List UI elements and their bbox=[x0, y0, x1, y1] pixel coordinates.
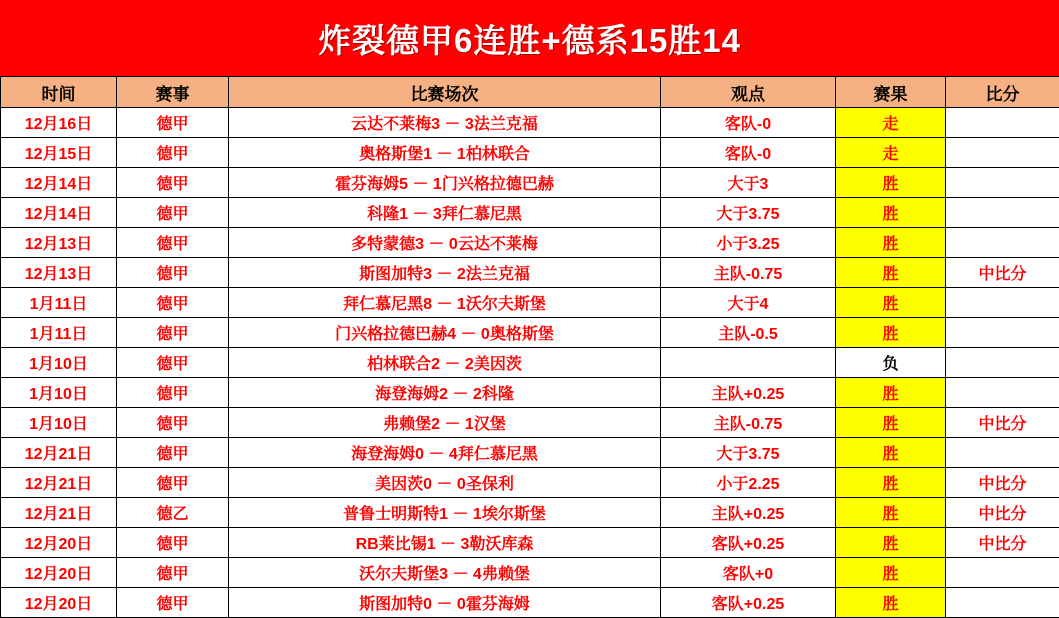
cell-time: 12月13日 bbox=[1, 228, 117, 258]
cell-result: 胜 bbox=[836, 468, 946, 498]
cell-result: 胜 bbox=[836, 258, 946, 288]
cell-score bbox=[946, 438, 1059, 468]
table-row bbox=[1, 258, 1059, 288]
cell-match: 斯图加特0 － 0霍芬海姆 bbox=[229, 588, 661, 618]
table-row bbox=[1, 558, 1059, 588]
cell-match: RB莱比锡1 － 3勒沃库森 bbox=[229, 528, 661, 558]
cell-score bbox=[946, 108, 1059, 138]
cell-time: 12月16日 bbox=[1, 108, 117, 138]
cell-league: 德甲 bbox=[117, 258, 229, 288]
cell-view: 大于3 bbox=[661, 168, 836, 198]
cell-time: 1月10日 bbox=[1, 348, 117, 378]
table-row bbox=[1, 288, 1059, 318]
cell-view: 客队-0 bbox=[661, 138, 836, 168]
cell-result: 胜 bbox=[836, 408, 946, 438]
table-row bbox=[1, 588, 1059, 618]
table-header-row bbox=[1, 77, 1059, 108]
cell-view: 主队-0.75 bbox=[661, 258, 836, 288]
cell-time: 12月21日 bbox=[1, 468, 117, 498]
cell-view: 主队+0.25 bbox=[661, 498, 836, 528]
cell-league: 德甲 bbox=[117, 288, 229, 318]
table-row bbox=[1, 138, 1059, 168]
cell-league: 德甲 bbox=[117, 138, 229, 168]
cell-league: 德甲 bbox=[117, 588, 229, 618]
cell-time: 12月20日 bbox=[1, 558, 117, 588]
table-row bbox=[1, 498, 1059, 528]
cell-league: 德甲 bbox=[117, 318, 229, 348]
cell-score bbox=[946, 558, 1059, 588]
cell-result: 胜 bbox=[836, 288, 946, 318]
cell-score bbox=[946, 588, 1059, 618]
cell-score bbox=[946, 198, 1059, 228]
cell-result: 胜 bbox=[836, 588, 946, 618]
cell-view: 大于4 bbox=[661, 288, 836, 318]
cell-time: 12月20日 bbox=[1, 588, 117, 618]
cell-time: 12月14日 bbox=[1, 198, 117, 228]
page-title: 炸裂德甲6连胜+德系15胜14 bbox=[318, 15, 741, 62]
cell-view: 小于2.25 bbox=[661, 468, 836, 498]
cell-score: 中比分 bbox=[946, 468, 1059, 498]
cell-score bbox=[946, 288, 1059, 318]
cell-result: 胜 bbox=[836, 528, 946, 558]
cell-view bbox=[661, 348, 836, 378]
cell-view: 大于3.75 bbox=[661, 438, 836, 468]
cell-match: 海登海姆2 － 2科隆 bbox=[229, 378, 661, 408]
cell-match: 美因茨0 － 0圣保利 bbox=[229, 468, 661, 498]
cell-match: 门兴格拉德巴赫4 － 0奥格斯堡 bbox=[229, 318, 661, 348]
cell-view: 小于3.25 bbox=[661, 228, 836, 258]
cell-league: 德甲 bbox=[117, 528, 229, 558]
cell-view: 大于3.75 bbox=[661, 198, 836, 228]
cell-score: 中比分 bbox=[946, 528, 1059, 558]
cell-view: 客队+0.25 bbox=[661, 528, 836, 558]
cell-time: 1月10日 bbox=[1, 408, 117, 438]
cell-view: 主队-0.75 bbox=[661, 408, 836, 438]
cell-match: 普鲁士明斯特1 － 1埃尔斯堡 bbox=[229, 498, 661, 528]
cell-score bbox=[946, 228, 1059, 258]
cell-score bbox=[946, 138, 1059, 168]
column-header-time: 时间 bbox=[1, 77, 117, 108]
cell-league: 德甲 bbox=[117, 348, 229, 378]
cell-result: 胜 bbox=[836, 438, 946, 468]
cell-result: 胜 bbox=[836, 198, 946, 228]
cell-time: 12月13日 bbox=[1, 258, 117, 288]
cell-result: 胜 bbox=[836, 558, 946, 588]
cell-result: 胜 bbox=[836, 378, 946, 408]
cell-match: 科隆1 － 3拜仁慕尼黑 bbox=[229, 198, 661, 228]
cell-match: 拜仁慕尼黑8 － 1沃尔夫斯堡 bbox=[229, 288, 661, 318]
cell-match: 弗赖堡2 － 1汉堡 bbox=[229, 408, 661, 438]
cell-score bbox=[946, 348, 1059, 378]
table-row bbox=[1, 168, 1059, 198]
cell-view: 客队+0.25 bbox=[661, 588, 836, 618]
column-header-view: 观点 bbox=[661, 77, 836, 108]
table-row bbox=[1, 108, 1059, 138]
cell-league: 德甲 bbox=[117, 108, 229, 138]
table-row bbox=[1, 468, 1059, 498]
cell-league: 德甲 bbox=[117, 408, 229, 438]
column-header-match: 比赛场次 bbox=[229, 77, 661, 108]
cell-score bbox=[946, 318, 1059, 348]
cell-time: 1月11日 bbox=[1, 288, 117, 318]
cell-match: 云达不莱梅3 － 3法兰克福 bbox=[229, 108, 661, 138]
cell-score: 中比分 bbox=[946, 498, 1059, 528]
table-row bbox=[1, 228, 1059, 258]
cell-league: 德甲 bbox=[117, 438, 229, 468]
cell-time: 12月14日 bbox=[1, 168, 117, 198]
cell-time: 12月15日 bbox=[1, 138, 117, 168]
cell-match: 沃尔夫斯堡3 － 4弗赖堡 bbox=[229, 558, 661, 588]
column-header-result: 赛果 bbox=[836, 77, 946, 108]
cell-result: 走 bbox=[836, 138, 946, 168]
column-header-score: 比分 bbox=[946, 77, 1059, 108]
cell-league: 德甲 bbox=[117, 558, 229, 588]
cell-match: 海登海姆0 － 4拜仁慕尼黑 bbox=[229, 438, 661, 468]
cell-time: 12月21日 bbox=[1, 438, 117, 468]
column-header-league: 赛事 bbox=[117, 77, 229, 108]
cell-time: 12月21日 bbox=[1, 498, 117, 528]
cell-result: 胜 bbox=[836, 168, 946, 198]
table-row bbox=[1, 318, 1059, 348]
cell-time: 1月11日 bbox=[1, 318, 117, 348]
cell-view: 客队-0 bbox=[661, 108, 836, 138]
cell-score: 中比分 bbox=[946, 258, 1059, 288]
table-row bbox=[1, 408, 1059, 438]
cell-match: 霍芬海姆5 － 1门兴格拉德巴赫 bbox=[229, 168, 661, 198]
cell-time: 1月10日 bbox=[1, 378, 117, 408]
cell-league: 德乙 bbox=[117, 498, 229, 528]
cell-result: 走 bbox=[836, 108, 946, 138]
cell-league: 德甲 bbox=[117, 198, 229, 228]
cell-result: 胜 bbox=[836, 228, 946, 258]
cell-view: 主队+0.25 bbox=[661, 378, 836, 408]
table-row bbox=[1, 438, 1059, 468]
table-row bbox=[1, 198, 1059, 228]
cell-view: 主队-0.5 bbox=[661, 318, 836, 348]
table-row bbox=[1, 528, 1059, 558]
cell-score: 中比分 bbox=[946, 408, 1059, 438]
cell-match: 多特蒙德3 － 0云达不莱梅 bbox=[229, 228, 661, 258]
cell-result: 负 bbox=[836, 348, 946, 378]
cell-result: 胜 bbox=[836, 498, 946, 528]
cell-league: 德甲 bbox=[117, 378, 229, 408]
cell-view: 客队+0 bbox=[661, 558, 836, 588]
cell-league: 德甲 bbox=[117, 228, 229, 258]
cell-match: 柏林联合2 － 2美因茨 bbox=[229, 348, 661, 378]
results-table bbox=[0, 76, 1059, 618]
cell-score bbox=[946, 378, 1059, 408]
cell-match: 奥格斯堡1 － 1柏林联合 bbox=[229, 138, 661, 168]
cell-league: 德甲 bbox=[117, 468, 229, 498]
cell-score bbox=[946, 168, 1059, 198]
table-row bbox=[1, 378, 1059, 408]
table-row bbox=[1, 348, 1059, 378]
cell-result: 胜 bbox=[836, 318, 946, 348]
cell-match: 斯图加特3 － 2法兰克福 bbox=[229, 258, 661, 288]
cell-time: 12月20日 bbox=[1, 528, 117, 558]
table-body bbox=[1, 108, 1059, 618]
cell-league: 德甲 bbox=[117, 168, 229, 198]
banner bbox=[0, 0, 1059, 76]
